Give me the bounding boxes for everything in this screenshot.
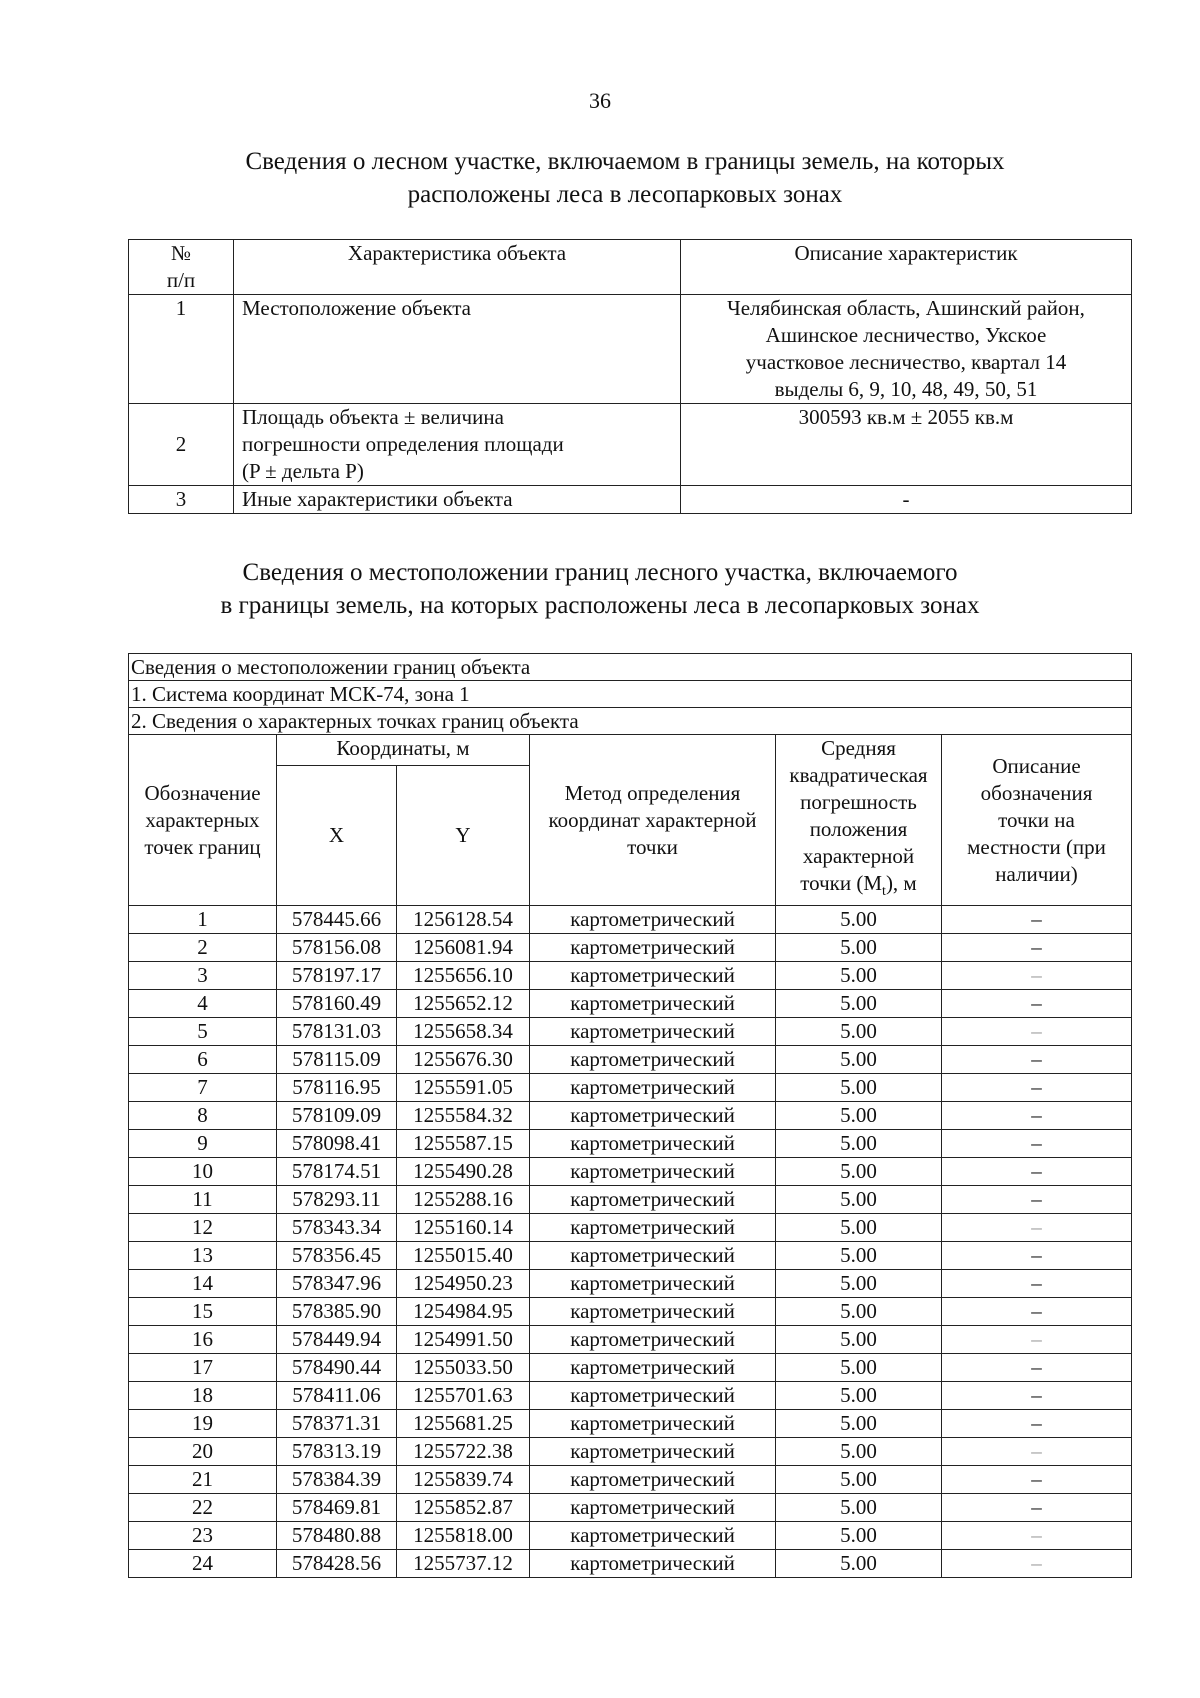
- error-value: 5.00: [776, 1242, 942, 1270]
- row-characteristic: [234, 404, 681, 486]
- coord-x: 578469.81: [277, 1494, 397, 1522]
- coord-y: 1255656.10: [397, 962, 530, 990]
- table-row: [129, 1186, 1132, 1214]
- point-number: 7: [129, 1074, 277, 1102]
- header-text: координат характерной: [548, 807, 757, 832]
- point-number: 3: [129, 962, 277, 990]
- point-description: –: [942, 1130, 1132, 1158]
- coord-x: 578109.09: [277, 1102, 397, 1130]
- point-description: –: [942, 1214, 1132, 1242]
- row-number: 1: [129, 295, 234, 404]
- table-row: [129, 1046, 1132, 1074]
- header-error: [776, 735, 942, 906]
- point-number: 6: [129, 1046, 277, 1074]
- point-description: –: [942, 1522, 1132, 1550]
- coord-y: 1254950.23: [397, 1270, 530, 1298]
- method: картометрический: [530, 1298, 776, 1326]
- point-number: 8: [129, 1102, 277, 1130]
- table-row: [129, 1550, 1132, 1578]
- point-number: 23: [129, 1522, 277, 1550]
- table-row: [129, 486, 1132, 514]
- header-row: [129, 735, 1132, 766]
- error-value: 5.00: [776, 1214, 942, 1242]
- method: картометрический: [530, 1438, 776, 1466]
- text-line: (P ± дельта P): [242, 459, 364, 483]
- header-text: характерных: [145, 807, 260, 832]
- row-number: 3: [129, 486, 234, 514]
- coord-x: 578313.19: [277, 1438, 397, 1466]
- error-value: 5.00: [776, 1494, 942, 1522]
- error-value: 5.00: [776, 1158, 942, 1186]
- title-line: расположены леса в лесопарковых зонах: [407, 181, 843, 208]
- header-text: характерной: [802, 844, 915, 868]
- coord-x: 578490.44: [277, 1354, 397, 1382]
- header-point-description: [942, 735, 1132, 906]
- point-description: –: [942, 1326, 1132, 1354]
- header-text: местности (при: [967, 834, 1106, 859]
- table-row: [129, 1438, 1132, 1466]
- coord-y: 1255015.40: [397, 1242, 530, 1270]
- header-text: обозначения: [980, 780, 1093, 805]
- coord-y: 1255658.34: [397, 1018, 530, 1046]
- point-number: 24: [129, 1550, 277, 1578]
- row-description: 300593 кв.м ± 2055 кв.м: [681, 404, 1132, 486]
- point-description: –: [942, 1074, 1132, 1102]
- point-description: –: [942, 962, 1132, 990]
- point-number: 17: [129, 1354, 277, 1382]
- point-number: 15: [129, 1298, 277, 1326]
- header-x: X: [277, 766, 397, 906]
- point-description: –: [942, 1410, 1132, 1438]
- point-description: –: [942, 1354, 1132, 1382]
- table-row: [129, 1494, 1132, 1522]
- coord-x: 578343.34: [277, 1214, 397, 1242]
- error-value: 5.00: [776, 1550, 942, 1578]
- method: картометрический: [530, 934, 776, 962]
- point-description: –: [942, 1018, 1132, 1046]
- row-characteristic: Местоположение объекта: [234, 295, 681, 404]
- point-description: –: [942, 1186, 1132, 1214]
- table-row: [129, 1074, 1132, 1102]
- table-row: [129, 1522, 1132, 1550]
- coord-x: 578449.94: [277, 1326, 397, 1354]
- coord-system-cell: 1. Система координат МСК-74, зона 1: [129, 681, 1132, 708]
- row-description: -: [681, 486, 1132, 514]
- point-description: –: [942, 1438, 1132, 1466]
- method: картометрический: [530, 1354, 776, 1382]
- method: картометрический: [530, 1130, 776, 1158]
- coord-x: 578445.66: [277, 906, 397, 934]
- coord-y: 1255839.74: [397, 1466, 530, 1494]
- point-description: –: [942, 1046, 1132, 1074]
- table-row: [129, 1242, 1132, 1270]
- coord-y: 1255160.14: [397, 1214, 530, 1242]
- coord-y: 1255722.38: [397, 1438, 530, 1466]
- method: картометрический: [530, 1102, 776, 1130]
- table-row: [129, 1326, 1132, 1354]
- table-row: [129, 1410, 1132, 1438]
- header-description: Описание характеристик: [681, 240, 1132, 295]
- points-title-cell: 2. Сведения о характерных точках границ объекта: [129, 708, 1132, 735]
- error-value: 5.00: [776, 1130, 942, 1158]
- coord-x: 578480.88: [277, 1522, 397, 1550]
- table-row: [129, 990, 1132, 1018]
- method: картометрический: [530, 1494, 776, 1522]
- table-row: [129, 962, 1132, 990]
- table-row: [129, 1102, 1132, 1130]
- coord-y: 1255852.87: [397, 1494, 530, 1522]
- header-text: точки: [627, 834, 678, 859]
- point-description: –: [942, 1102, 1132, 1130]
- header-text: Метод определения: [564, 780, 741, 805]
- table-row: [129, 295, 1132, 404]
- coord-y: 1255652.12: [397, 990, 530, 1018]
- row-number: 2: [129, 404, 234, 486]
- method: картометрический: [530, 990, 776, 1018]
- points-body: [129, 906, 1132, 1578]
- point-number: 11: [129, 1186, 277, 1214]
- point-description: –: [942, 1466, 1132, 1494]
- table-row: [129, 1018, 1132, 1046]
- coord-y: 1254991.50: [397, 1326, 530, 1354]
- coord-y: 1254984.95: [397, 1298, 530, 1326]
- coord-x: 578174.51: [277, 1158, 397, 1186]
- section-row: [129, 708, 1132, 735]
- coord-y: 1255737.12: [397, 1550, 530, 1578]
- point-description: –: [942, 906, 1132, 934]
- coord-y: 1255591.05: [397, 1074, 530, 1102]
- table-row: [129, 934, 1132, 962]
- header-text: Описание: [992, 753, 1081, 778]
- text-line: Челябинская область, Ашинский район,: [727, 296, 1085, 320]
- coord-x: 578293.11: [277, 1186, 397, 1214]
- method: картометрический: [530, 1522, 776, 1550]
- table-header-row: [129, 240, 1132, 295]
- method: картометрический: [530, 1018, 776, 1046]
- point-number: 13: [129, 1242, 277, 1270]
- error-value: 5.00: [776, 1298, 942, 1326]
- table-row: [129, 1214, 1132, 1242]
- method: картометрический: [530, 1550, 776, 1578]
- coord-x: 578115.09: [277, 1046, 397, 1074]
- point-description: –: [942, 1494, 1132, 1522]
- method: картометрический: [530, 962, 776, 990]
- title-line: Сведения о лесном участке, включаемом в границы земель, на которых: [245, 148, 1005, 175]
- error-value: 5.00: [776, 1326, 942, 1354]
- coord-x: 578156.08: [277, 934, 397, 962]
- coord-y: 1255584.32: [397, 1102, 530, 1130]
- coord-y: 1256128.54: [397, 906, 530, 934]
- point-number: 12: [129, 1214, 277, 1242]
- method: картометрический: [530, 1382, 776, 1410]
- point-number: 20: [129, 1438, 277, 1466]
- header-number: [129, 240, 234, 295]
- method: картометрический: [530, 1242, 776, 1270]
- error-value: 5.00: [776, 906, 942, 934]
- table-row: [129, 1382, 1132, 1410]
- error-value: 5.00: [776, 962, 942, 990]
- point-number: 9: [129, 1130, 277, 1158]
- coord-y: 1255587.15: [397, 1130, 530, 1158]
- coord-y: 1255033.50: [397, 1354, 530, 1382]
- page-number: 36: [589, 88, 611, 113]
- header-text: №: [170, 241, 192, 265]
- method: картометрический: [530, 1410, 776, 1438]
- method: картометрический: [530, 1326, 776, 1354]
- error-value: 5.00: [776, 1046, 942, 1074]
- error-value: 5.00: [776, 1382, 942, 1410]
- header-text: положения: [809, 817, 908, 841]
- section-row: [129, 681, 1132, 708]
- coord-x: 578411.06: [277, 1382, 397, 1410]
- table-row: [129, 1270, 1132, 1298]
- table-row: [129, 1158, 1132, 1186]
- row-characteristic: Иные характеристики объекта: [234, 486, 681, 514]
- error-value: 5.00: [776, 1410, 942, 1438]
- header-text: точки на: [998, 807, 1075, 832]
- header-point-designation: [129, 735, 277, 906]
- point-description: –: [942, 1158, 1132, 1186]
- table-row: [129, 906, 1132, 934]
- coord-x: 578385.90: [277, 1298, 397, 1326]
- coord-x: 578384.39: [277, 1466, 397, 1494]
- table-row: [129, 1130, 1132, 1158]
- coord-x: 578116.95: [277, 1074, 397, 1102]
- error-value: 5.00: [776, 1354, 942, 1382]
- table-row: [129, 404, 1132, 486]
- point-number: 22: [129, 1494, 277, 1522]
- coord-y: 1255701.63: [397, 1382, 530, 1410]
- boundary-points-table: [128, 653, 1132, 1578]
- section-row: [129, 654, 1132, 681]
- header-text: погрешность: [800, 790, 917, 814]
- coord-x: 578098.41: [277, 1130, 397, 1158]
- method: картометрический: [530, 1466, 776, 1494]
- header-text: п/п: [166, 268, 196, 292]
- header-y: Y: [397, 766, 530, 906]
- header-characteristic: Характеристика объекта: [234, 240, 681, 295]
- header-text: Обозначение: [144, 780, 261, 805]
- section-title-boundaries: [0, 556, 1200, 622]
- point-number: 4: [129, 990, 277, 1018]
- text-line: выделы 6, 9, 10, 48, 49, 50, 51: [774, 377, 1038, 401]
- header-text: квадратическая: [789, 763, 928, 787]
- table-row: [129, 1354, 1132, 1382]
- point-number: 5: [129, 1018, 277, 1046]
- coord-x: 578371.31: [277, 1410, 397, 1438]
- section-title-land-plot: [0, 145, 1200, 211]
- coord-x: 578347.96: [277, 1270, 397, 1298]
- header-text: Средняя: [821, 736, 896, 760]
- point-description: –: [942, 1242, 1132, 1270]
- coord-y: 1255288.16: [397, 1186, 530, 1214]
- table-row: [129, 1466, 1132, 1494]
- point-number: 16: [129, 1326, 277, 1354]
- method: картометрический: [530, 1270, 776, 1298]
- coord-x: 578131.03: [277, 1018, 397, 1046]
- error-value: 5.00: [776, 1018, 942, 1046]
- method: картометрический: [530, 1158, 776, 1186]
- point-number: 19: [129, 1410, 277, 1438]
- text-line: Площадь объекта ± величина: [242, 405, 504, 429]
- method: картометрический: [530, 1214, 776, 1242]
- point-number: 18: [129, 1382, 277, 1410]
- text-line: Ашинское лесничество, Укское: [765, 323, 1047, 347]
- point-description: –: [942, 1298, 1132, 1326]
- coord-y: 1255818.00: [397, 1522, 530, 1550]
- point-number: 1: [129, 906, 277, 934]
- point-description: –: [942, 934, 1132, 962]
- error-value: 5.00: [776, 1186, 942, 1214]
- header-coordinates: Координаты, м: [277, 735, 530, 766]
- coord-y: 1255681.25: [397, 1410, 530, 1438]
- error-value: 5.00: [776, 1102, 942, 1130]
- header-method: [530, 735, 776, 906]
- table-row: [129, 1298, 1132, 1326]
- row-description: [681, 295, 1132, 404]
- point-description: –: [942, 990, 1132, 1018]
- section-title-cell: Сведения о местоположении границ объекта: [129, 654, 1132, 681]
- header-text: наличии): [995, 861, 1078, 886]
- error-value: 5.00: [776, 1074, 942, 1102]
- method: картометрический: [530, 1046, 776, 1074]
- coord-x: 578356.45: [277, 1242, 397, 1270]
- point-description: –: [942, 1270, 1132, 1298]
- coord-x: 578428.56: [277, 1550, 397, 1578]
- text-line: погрешности определения площади: [242, 432, 564, 456]
- point-number: 14: [129, 1270, 277, 1298]
- error-value: 5.00: [776, 990, 942, 1018]
- title-line: Сведения о местоположении границ лесного участка, включаемого: [242, 559, 958, 586]
- header-text: точки $(M_t)$, м: [800, 871, 917, 900]
- point-number: 2: [129, 934, 277, 962]
- error-value: 5.00: [776, 1438, 942, 1466]
- point-number: 10: [129, 1158, 277, 1186]
- error-value: 5.00: [776, 934, 942, 962]
- error-value: 5.00: [776, 1522, 942, 1550]
- coord-y: 1255676.30: [397, 1046, 530, 1074]
- coord-y: 1255490.28: [397, 1158, 530, 1186]
- coord-x: 578160.49: [277, 990, 397, 1018]
- error-value: 5.00: [776, 1270, 942, 1298]
- title-line: в границы земель, на которых расположены леса в лесопарковых зонах: [220, 592, 980, 619]
- point-description: –: [942, 1382, 1132, 1410]
- method: картометрический: [530, 906, 776, 934]
- method: картометрический: [530, 1074, 776, 1102]
- error-value: 5.00: [776, 1466, 942, 1494]
- coord-x: 578197.17: [277, 962, 397, 990]
- coord-y: 1256081.94: [397, 934, 530, 962]
- method: картометрический: [530, 1186, 776, 1214]
- header-text: точек границ: [144, 834, 261, 859]
- land-plot-info-table: [128, 239, 1132, 514]
- text-line: участковое лесничество, квартал 14: [745, 350, 1067, 374]
- point-number: 21: [129, 1466, 277, 1494]
- point-description: –: [942, 1550, 1132, 1578]
